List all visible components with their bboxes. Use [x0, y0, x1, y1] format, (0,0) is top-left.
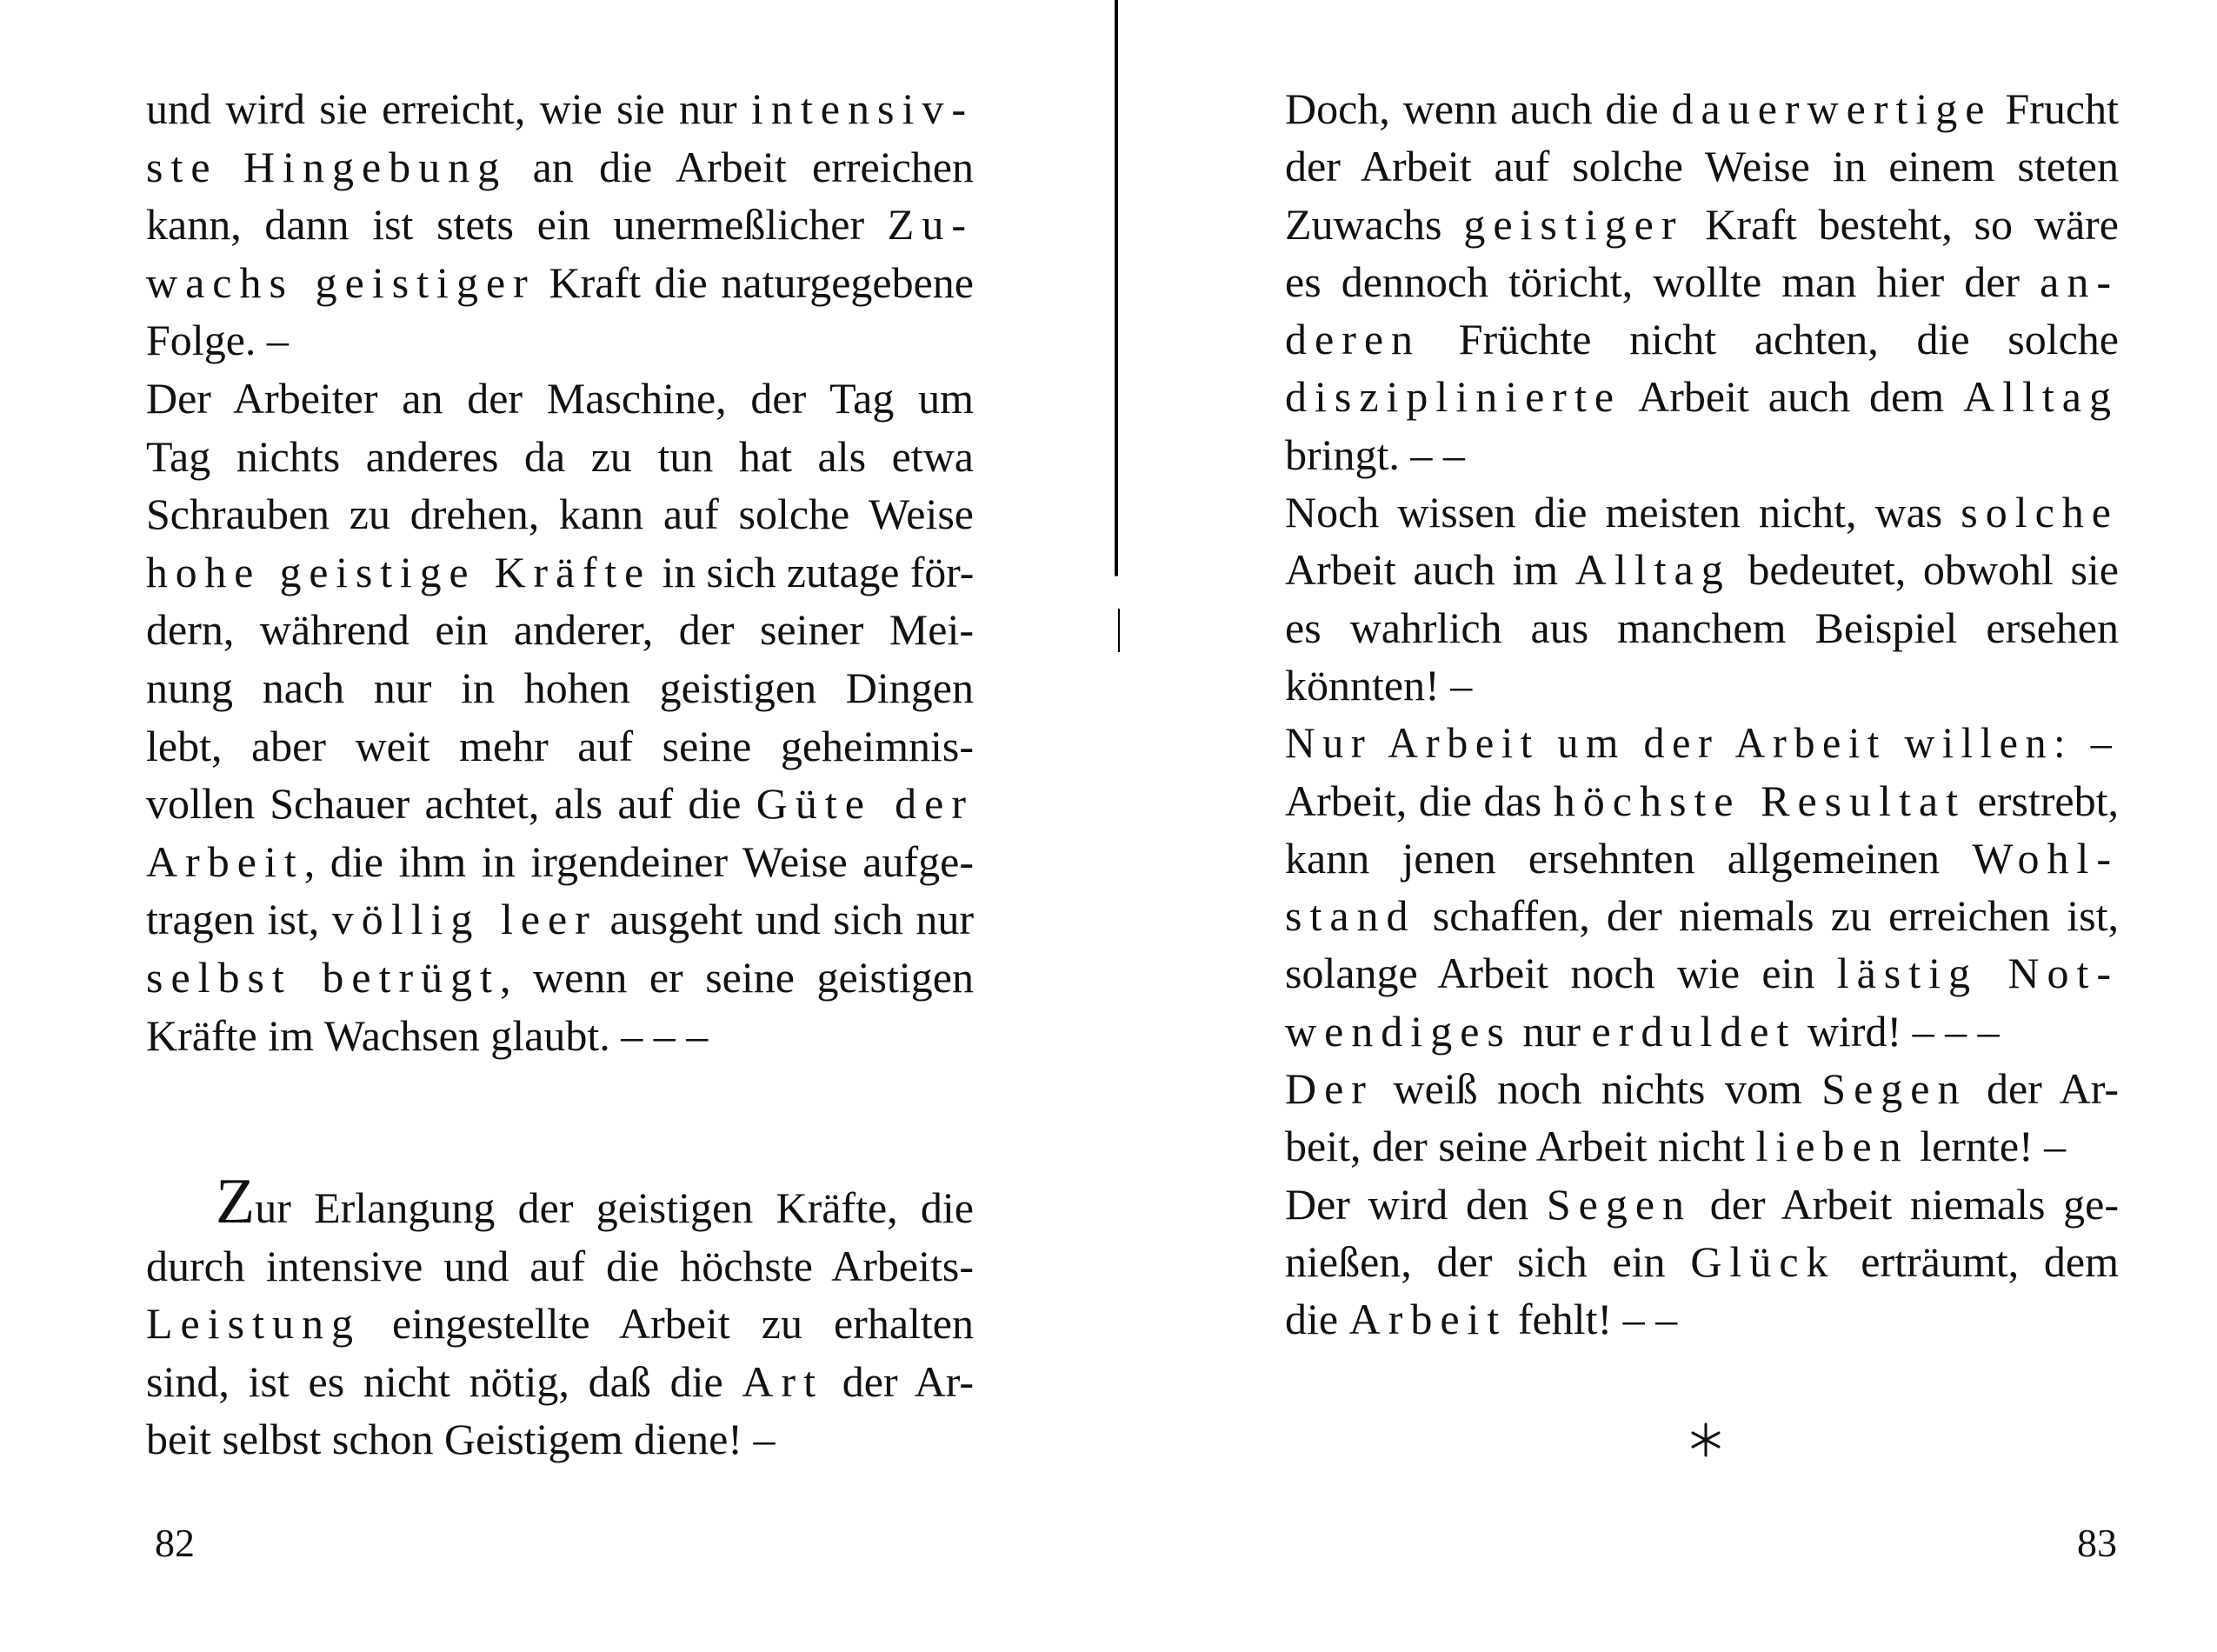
paragraph: [1285, 1176, 2119, 1349]
emphasis-spaced-text: selbst betrügt: [146, 952, 501, 1002]
text-segment: Früchte nicht achten, die solche: [1421, 315, 2119, 364]
emphasis-spaced-text: wendiges: [1285, 1006, 1512, 1056]
section-gap: [146, 1064, 974, 1179]
text-segment: solange Arbeit noch wie ein: [1285, 949, 1837, 998]
text-line: [146, 138, 974, 197]
text-line: [146, 428, 974, 486]
text-segment: lernte! –: [1908, 1122, 2067, 1171]
text-segment: Kraft besteht, so wäre: [1683, 199, 2119, 249]
text-segment: die: [1285, 1295, 1349, 1344]
text-segment: Arbeit, die das: [1285, 776, 1554, 825]
text-segment: der Arbeit auf solche Weise in einem steten: [1285, 142, 2119, 191]
text-segment: sind, ist es nicht nötig, daß die: [146, 1356, 742, 1406]
text-line: [1285, 714, 2119, 771]
text-segment: es dennoch töricht, wollte man hier der: [1285, 256, 2041, 306]
emphasis-spaced-text: Arbeit: [1348, 1295, 1508, 1344]
paragraph: [1285, 483, 2119, 714]
text-line: [1285, 253, 2119, 310]
text-segment: könnten! –: [1285, 660, 1473, 709]
emphasis-spaced-text: völlig leer: [331, 895, 597, 944]
text-segment: eingestellte Arbeit zu erhalten: [360, 1299, 974, 1349]
text-line: [146, 833, 974, 891]
text-line: [146, 80, 974, 138]
emphasis-spaced-text: solche: [1961, 488, 2119, 537]
emphasis-spaced-text: höchste Resultat: [1553, 776, 1966, 825]
text-segment: bringt. – –: [1285, 430, 1465, 479]
text-segment: kann, dann ist stets ein unermeßlicher: [146, 200, 888, 250]
text-segment: es wahrlich aus manchem Beispiel ersehen: [1285, 603, 2119, 652]
emphasis-spaced-text: Art: [742, 1356, 824, 1406]
text-line: [146, 890, 974, 949]
text-line: [146, 311, 974, 370]
text-line: [1285, 368, 2119, 425]
text-line: [146, 1166, 974, 1238]
emphasis-spaced-text: Arbeit: [146, 836, 304, 886]
text-segment: Tag nichts anderes da zu tun hat als etwa: [146, 431, 974, 481]
emphasis-spaced-text: disziplinierte: [1285, 372, 1622, 422]
emphasis-spaced-text: Alltag: [1575, 545, 1731, 595]
text-segment: in sich zutage för-: [651, 547, 975, 596]
text-line: [146, 717, 974, 776]
emphasis-spaced-text: an-: [2040, 256, 2119, 306]
page-number-right: 83: [2077, 1521, 2117, 1565]
text-segment: Kraft die naturgegebene: [535, 257, 974, 307]
text-line: [1285, 772, 2119, 829]
text-segment: lebt, aber weit mehr auf seine geheimnis-: [146, 721, 974, 770]
drop-initial: Z: [216, 1166, 256, 1238]
paragraph: [146, 80, 974, 370]
emphasis-spaced-text: ste: [146, 142, 218, 191]
text-line: [1285, 80, 2119, 137]
asterisk-icon: [1690, 1422, 1721, 1457]
text-segment: der Ar-: [1967, 1064, 2119, 1114]
text-segment: bedeutet, obwohl sie: [1730, 545, 2120, 595]
text-line: [1285, 599, 2119, 656]
text-line: [146, 1353, 974, 1411]
text-line: [1285, 137, 2119, 195]
text-line: [146, 370, 974, 428]
text-segment: vollen Schauer achtet, als auf die: [146, 779, 756, 829]
text-segment: an die Arbeit erreichen: [507, 142, 974, 191]
text-segment: erträumt, dem: [1835, 1236, 2119, 1286]
text-line: [146, 601, 974, 659]
paragraph: [146, 370, 974, 1064]
emphasis-spaced-text: Alltag: [1963, 372, 2119, 422]
text-segment: , die ihm in irgendeiner Weise aufge-: [303, 836, 974, 886]
text-segment: erstrebt,: [1965, 776, 2119, 825]
paragraph: [146, 1166, 974, 1469]
text-line: [146, 775, 974, 833]
text-line: [1285, 310, 2119, 368]
text-line: [1285, 1290, 2119, 1348]
text-line: [146, 1295, 974, 1353]
paragraph: [1285, 80, 2119, 483]
text-line: [146, 543, 974, 602]
emphasis-spaced-text: Güte der: [756, 779, 974, 829]
emphasis-spaced-text: Segen: [1546, 1179, 1693, 1229]
gutter-line: [1115, 0, 1118, 600]
right-page-text: [1285, 80, 2119, 1349]
text-segment: fehlt! – –: [1507, 1295, 1678, 1344]
text-segment: und wird sie erreicht, wie sie nur: [146, 84, 752, 133]
text-segment: dern, während ein anderer, der seiner Mei-: [146, 605, 974, 655]
emphasis-spaced-text: Wohl-: [1972, 833, 2119, 883]
text-segment: Arbeit auch im: [1285, 545, 1575, 595]
text-line: [1285, 1060, 2119, 1117]
emphasis-spaced-text: Der: [1285, 1064, 1374, 1114]
text-segment: ausgeht und sich nur: [596, 895, 974, 944]
text-line: [146, 485, 974, 543]
text-segment: tragen ist,: [146, 895, 332, 944]
paragraph: [1285, 1060, 2119, 1176]
emphasis-spaced-text: deren: [1285, 315, 1421, 364]
text-line: [1285, 541, 2119, 598]
text-segment: kann jenen ersehnten allgemeinen: [1285, 833, 1973, 883]
text-line: [1285, 1176, 2119, 1233]
text-line: [146, 1410, 974, 1469]
emphasis-spaced-text: lästig Not-: [1836, 949, 2119, 998]
text-line: [1285, 1003, 2119, 1060]
text-segment: wird! – – –: [1796, 1006, 2000, 1056]
text-line: [1285, 944, 2119, 1002]
emphasis-spaced-text: geistiger: [1463, 199, 1684, 249]
text-segment: der Ar-: [823, 1356, 974, 1406]
text-segment: Folge. –: [146, 316, 289, 365]
text-segment: der Arbeit niemals ge-: [1692, 1179, 2119, 1229]
text-line: [146, 254, 974, 312]
text-segment: Zuwachs: [1285, 199, 1464, 249]
emphasis-spaced-text: wachs geistiger: [146, 257, 536, 307]
text-segment: nießen, der sich ein: [1285, 1236, 1691, 1286]
emphasis-spaced-text: hohe geistige Kräfte: [146, 547, 652, 596]
text-segment: beit, der seine Arbeit nicht: [1285, 1122, 1756, 1171]
text-segment: Noch wissen die meisten nicht, was: [1285, 488, 1961, 537]
text-segment: Schrauben zu drehen, kann auf solche Weise: [146, 490, 974, 539]
emphasis-spaced-text: Hingebung: [243, 142, 508, 191]
text-line: [146, 196, 974, 254]
text-segment: Doch, wenn auch die: [1285, 84, 1672, 133]
emphasis-spaced-text: Leistung: [146, 1299, 361, 1349]
text-line: [1285, 426, 2119, 483]
text-line: [146, 1007, 974, 1065]
text-segment: Der wird den: [1285, 1179, 1547, 1229]
text-line: [1285, 887, 2119, 944]
emphasis-spaced-text: Segen: [1821, 1064, 1967, 1114]
left-page-text: [146, 80, 974, 1469]
text-segment: Der Arbeiter an der Maschine, der Tag um: [146, 373, 974, 423]
emphasis-spaced-text: Zu-: [887, 200, 974, 250]
emphasis-spaced-text: Glück: [1690, 1236, 1836, 1286]
text-segment: nur: [1511, 1006, 1592, 1056]
paragraph: [1285, 714, 2119, 1060]
emphasis-spaced-text: erduldet: [1591, 1006, 1797, 1056]
text-line: [1285, 829, 2119, 887]
text-segment: schaffen, der niemals zu erreichen ist,: [1415, 891, 2119, 941]
text-line: [1285, 1233, 2119, 1290]
emphasis-spaced-text: stand: [1285, 891, 1416, 941]
text-segment: nung nach nur in hohen geistigen Dingen: [146, 663, 974, 712]
text-line: [1285, 483, 2119, 541]
text-segment: beit selbst schon Geistigem diene! –: [146, 1415, 776, 1464]
text-line: [1285, 1117, 2119, 1175]
text-line: [146, 1237, 974, 1296]
text-segment: , wenn er seine geistigen: [500, 952, 974, 1002]
text-segment: ur Erlangung der geistigen Kräfte, die: [255, 1183, 974, 1233]
text-segment: [218, 143, 243, 191]
text-line: [146, 949, 974, 1007]
gutter-line-fragment: [1118, 609, 1120, 652]
text-line: [1285, 656, 2119, 714]
text-segment: Kräfte im Wachsen glaubt. – – –: [146, 1010, 709, 1060]
emphasis-spaced-text: Nur Arbeit um der Arbeit willen: –: [1285, 718, 2120, 768]
text-line: [146, 659, 974, 717]
text-line: [1285, 196, 2119, 253]
page-number-left: 82: [155, 1521, 195, 1565]
text-segment: Frucht: [1992, 84, 2119, 133]
emphasis-spaced-text: dauerwertige: [1671, 84, 1993, 133]
text-segment: Arbeit auch dem: [1621, 372, 1964, 422]
emphasis-spaced-text: intensiv-: [751, 84, 974, 133]
text-segment: durch intensive und auf die höchste Arbeits-: [146, 1241, 974, 1290]
text-segment: weiß noch nichts vom: [1373, 1064, 1822, 1114]
emphasis-spaced-text: lieben: [1755, 1122, 1909, 1171]
